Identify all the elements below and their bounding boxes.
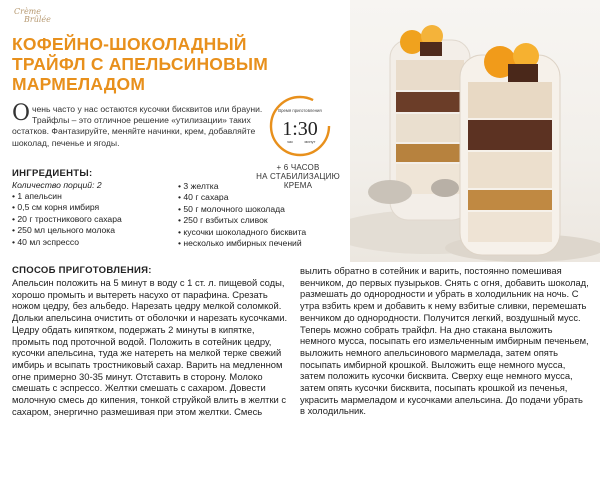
logo-line-2: Brûlée: [24, 15, 51, 24]
timer-label: Время приготовления: [278, 108, 322, 113]
timer-note-line-3: КРЕМА: [283, 181, 313, 190]
intro-paragraph: [12, 101, 267, 149]
ingredient-item: • 50 г молочного шоколада: [178, 204, 306, 215]
timer-note-line-2: НА СТАБИЛИЗАЦИЮ: [256, 172, 340, 181]
ingredient-item: • несколько имбирных печений: [178, 238, 306, 249]
ingredient-item: • 0,5 см корня имбиря: [12, 202, 122, 213]
timer-unit-hours: час: [286, 139, 294, 144]
clock-icon: [268, 94, 332, 158]
trifle-photo: [350, 0, 600, 262]
intro-dropcap: О: [12, 101, 31, 126]
method-heading: СПОСОБ ПРИГОТОВЛЕНИЯ:: [12, 265, 152, 276]
recipe-title: [12, 34, 332, 94]
timer-badge: [268, 94, 332, 158]
timer-value: 1:30: [282, 118, 318, 140]
method-text-column-2: вылить обратно в сотейник и варить, постоянно помешивая венчиком, до первых пузырьков. Снять с огня, добавить шоколад, размешать до однородности и убрать в холодильник на ночь. С утра взбить крем и добавить к нему взбитые сливки, перемешать венчиком до однородности. Получится легкий, воздушный мусс. Теперь можно собрать трайфл. На дно стакана выложить немного мусса, посыпать его измельченным имбирным печеньем, выложить немного апельсинового мармелада, затем опять посыпать имбирной крошкой. Выложить еще немного мусса, затем положить кусочки бисквита. Сверху еще немного мусса, затем опять кусочки бисквита, посыпать крошкой из печенья, украсить мармеладом и кусочками апельсина. До подачи убрать в холодильник.: [300, 265, 589, 417]
ingredient-item: • 250 г взбитых сливок: [178, 215, 306, 226]
timer-unit-minutes: минут: [304, 139, 316, 144]
intro-text: чень часто у нас остаются кусочки бисквитов или брауни. Трайфлы – это отличное решение «утилизации» таких остатков. Фантазируйте, меняйте начинки, крем, добавляйте шоколад, печенье и ягоды.: [12, 104, 263, 148]
ingredients-heading: ИНГРЕДИЕНТЫ:: [12, 168, 93, 179]
ingredient-item: • 3 желтка: [178, 181, 306, 192]
portions-count: Количество порций: 2: [12, 180, 102, 190]
ingredient-item: • 250 мл цельного молока: [12, 225, 122, 236]
ingredient-item: • 40 г сахара: [178, 192, 306, 203]
title-line-3: МАРМЕЛАДОМ: [12, 74, 146, 94]
title-line-2: ТРАЙФЛ С АПЕЛЬСИНОВЫМ: [12, 54, 269, 74]
ingredient-item: • 40 мл эспрессо: [12, 237, 122, 248]
title-line-1: КОФЕЙНО-ШОКОЛАДНЫЙ: [12, 34, 247, 54]
ingredients-list-2: [178, 181, 306, 249]
trifle-illustration: [350, 0, 600, 262]
timer-note-line-1: + 6 ЧАСОВ: [276, 163, 320, 172]
ingredient-item: • 20 г тростникового сахара: [12, 214, 122, 225]
ingredient-item: • кусочки шоколадного бисквита: [178, 227, 306, 238]
logo-line-1: Crème: [14, 7, 41, 16]
ingredient-item: • 1 апельсин: [12, 191, 122, 202]
ingredients-list-1: [12, 191, 122, 248]
brand-logo: [14, 8, 51, 24]
method-text-column-1: Апельсин положить на 5 минут в воду с 1 ст. л. пищевой соды, хорошо промыть и вытереть насухо от парафина. Срезать ножом цедру, без альбедо. Нарезать цедру мелкой соломкой. Дольки апельсина очистить от оболочки и нарезать кусочками. Цедру обдать кипятком, подержать 2 минуты в кипятке, промыть под проточной водой. Положить в сотейник цедру, кусочки апельсина, туда же натереть на мелкой терке свежий имбирь и всыпать тростниковый сахар. Варить на медленном огне примерно 30-35 минут. Отставить в сторону. Молоко смешать с эспрессо. Желтки смешать с сахаром. Довести молочную смесь до кипения, тонкой струйкой влить в желтки с сахаром, энергично размешивая при этом желтки. Смесь: [12, 277, 288, 417]
